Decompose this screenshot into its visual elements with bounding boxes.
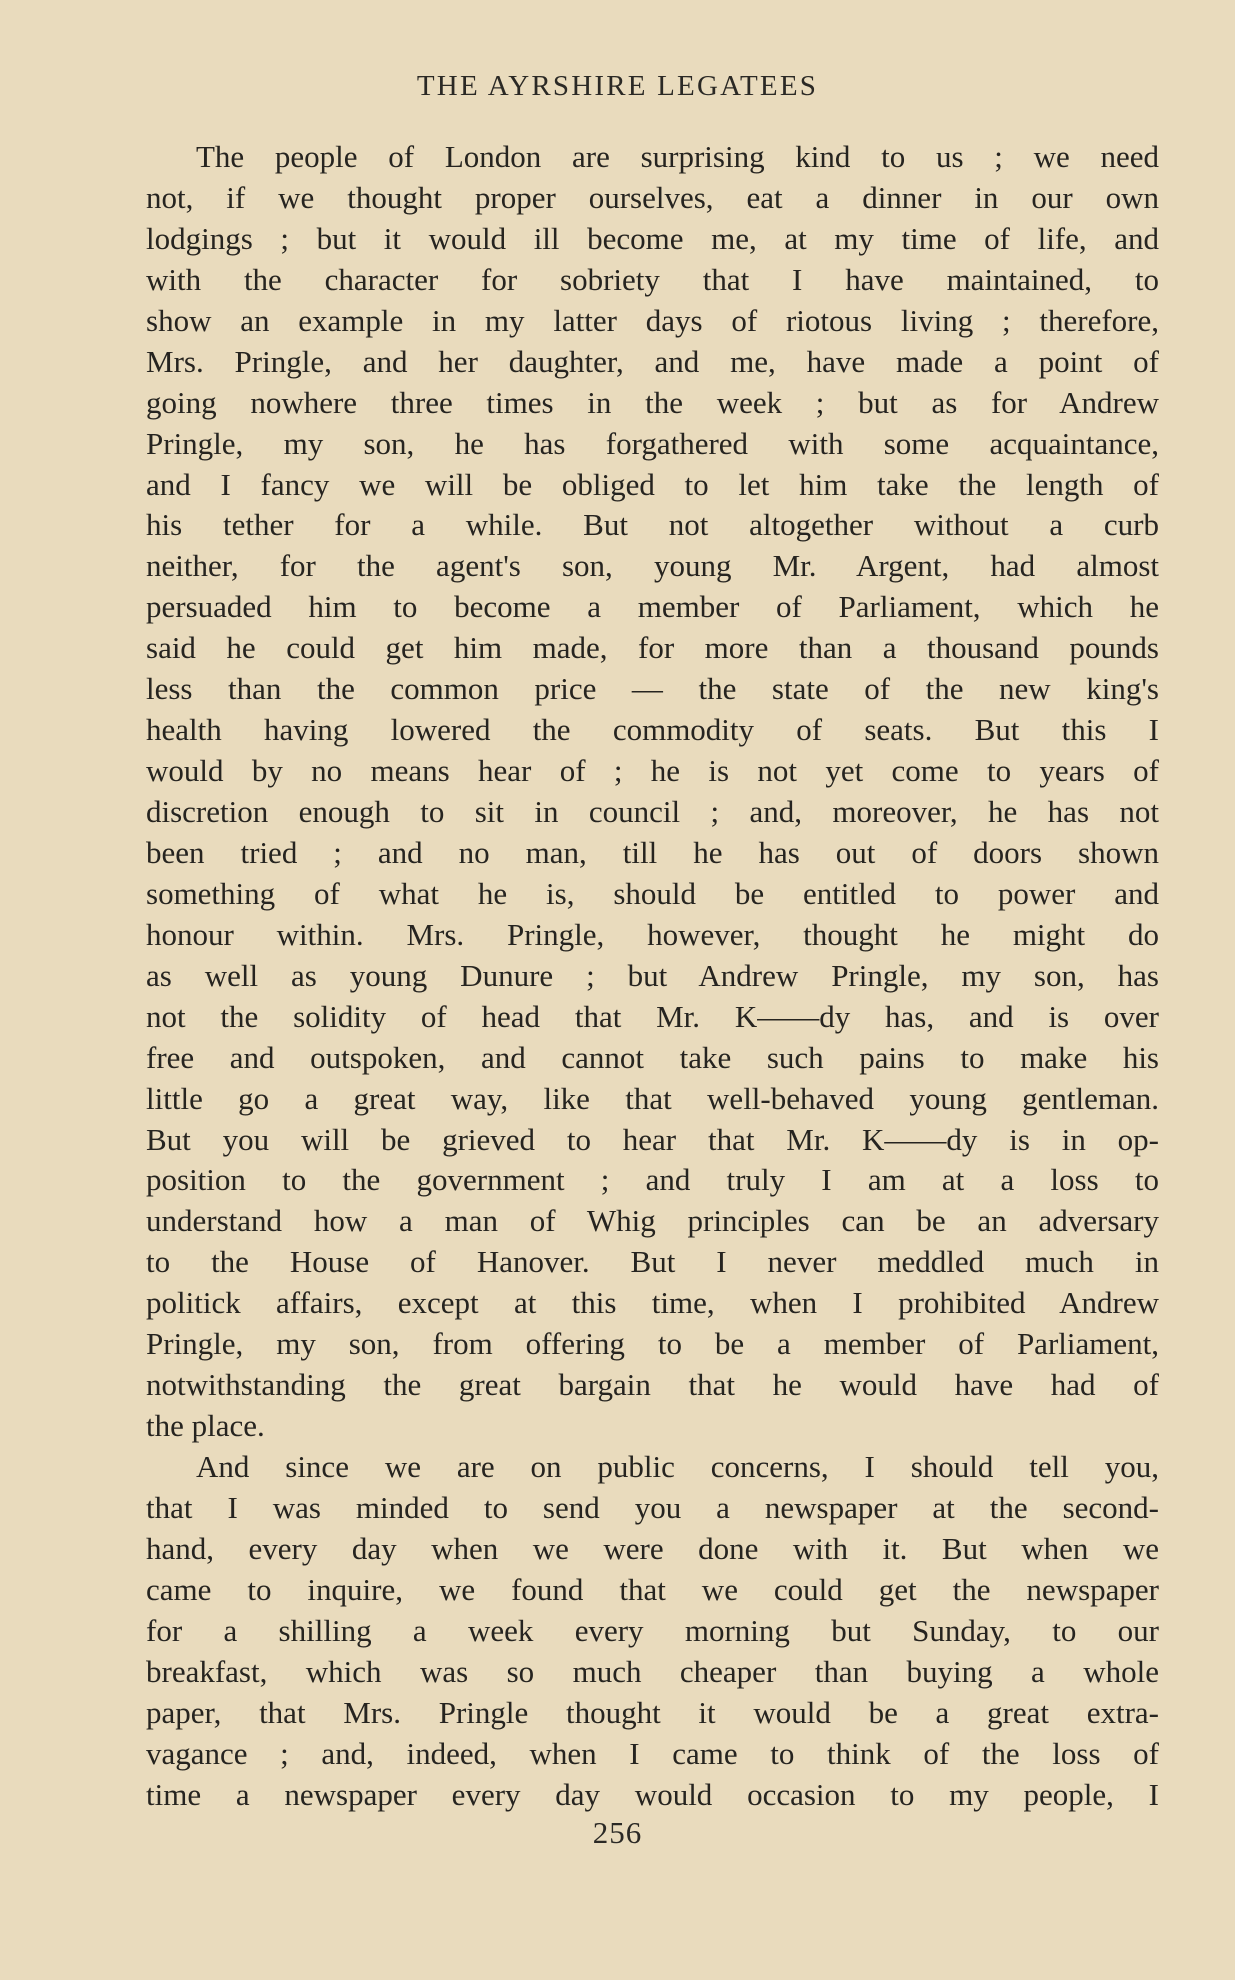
text-line: to the House of Hanover. But I never meddled much in: [146, 1244, 1159, 1280]
text-line: Pringle, my son, from offering to be a member of Parliament,: [146, 1326, 1159, 1362]
text-line: politick affairs, except at this time, when I prohibited Andrew: [146, 1285, 1159, 1321]
text-line: show an example in my latter days of riotous living ; therefore,: [146, 302, 1159, 338]
text-line: vagance ; and, indeed, when I came to think of the loss of: [146, 1735, 1159, 1771]
text-line: been tried ; and no man, till he has out of doors shown: [146, 834, 1159, 870]
text-line: time a newspaper every day would occasion to my people, I: [146, 1776, 1159, 1812]
text-line: not, if we thought proper ourselves, eat a dinner in our own: [146, 179, 1159, 215]
text-line: the place.: [146, 1408, 265, 1444]
text-line: as well as young Dunure ; but Andrew Pringle, my son, has: [146, 957, 1159, 993]
text-line: breakfast, which was so much cheaper than buying a whole: [146, 1653, 1159, 1689]
body-text: [146, 137, 1159, 1815]
text-line: for a shilling a week every morning but Sunday, to our: [146, 1612, 1159, 1648]
text-line: neither, for the agent's son, young Mr. Argent, had almost: [146, 548, 1159, 584]
text-line: But you will be grieved to hear that Mr. K——dy is in op-: [146, 1121, 1159, 1157]
text-line: less than the common price — the state of the new king's: [146, 671, 1159, 707]
text-line: persuaded him to become a member of Parliament, which he: [146, 589, 1159, 625]
text-line: not the solidity of head that Mr. K——dy has, and is over: [146, 998, 1159, 1034]
text-line: hand, every day when we were done with it. But when we: [146, 1530, 1159, 1566]
text-line: paper, that Mrs. Pringle thought it would be a great extra-: [146, 1694, 1159, 1730]
text-line: and I fancy we will be obliged to let him take the length of: [146, 466, 1159, 502]
text-line: with the character for sobriety that I have maintained, to: [146, 261, 1159, 297]
running-head: THE AYRSHIRE LEGATEES: [416, 70, 819, 102]
text-line: understand how a man of Whig principles can be an adversary: [146, 1203, 1159, 1239]
text-line: notwithstanding the great bargain that he would have had of: [146, 1367, 1159, 1403]
text-line: little go a great way, like that well-behaved young gentleman.: [146, 1080, 1159, 1116]
text-line: something of what he is, should be entitled to power and: [146, 875, 1159, 911]
text-line: health having lowered the commodity of seats. But this I: [146, 712, 1159, 748]
text-line: going nowhere three times in the week ; but as for Andrew: [146, 384, 1159, 420]
text-line: his tether for a while. But not altogether without a curb: [146, 507, 1159, 543]
text-line: discretion enough to sit in council ; and, moreover, he has not: [146, 794, 1159, 829]
text-line: And since we are on public concerns, I should tell you,: [196, 1449, 1159, 1484]
text-line: The people of London are surprising kind to us ; we need: [196, 139, 1159, 174]
text-line: would by no means hear of ; he is not yet come to years of: [146, 753, 1159, 789]
text-line: Pringle, my son, he has forgathered with some acquaintance,: [146, 425, 1159, 461]
text-line: that I was minded to send you a newspaper at the second-: [146, 1489, 1159, 1525]
text-line: Mrs. Pringle, and her daughter, and me, have made a point of: [146, 343, 1159, 379]
text-line: position to the government ; and truly I am at a loss to: [146, 1162, 1159, 1198]
text-line: free and outspoken, and cannot take such pains to make his: [146, 1039, 1159, 1075]
text-line: said he could get him made, for more than a thousand pounds: [146, 630, 1159, 666]
page-number: 256: [592, 1815, 643, 1850]
text-line: came to inquire, we found that we could get the newspaper: [146, 1571, 1159, 1607]
text-line: lodgings ; but it would ill become me, at my time of life, and: [146, 220, 1159, 256]
text-line: honour within. Mrs. Pringle, however, thought he might do: [146, 916, 1159, 952]
